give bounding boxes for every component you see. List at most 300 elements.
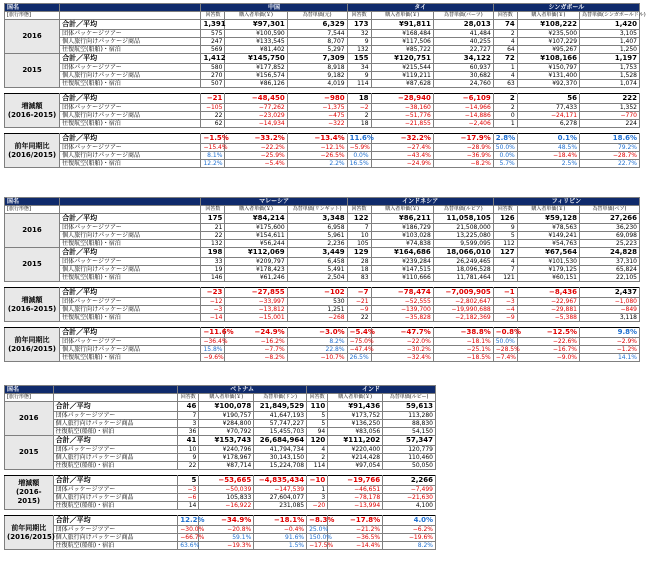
value-cell: ¥108,166 <box>517 54 579 64</box>
row-label: 合計／平均 <box>53 516 178 526</box>
value-cell: 7 <box>493 266 517 274</box>
country-header: 国名 <box>5 198 60 206</box>
value-cell: −1.2% <box>579 346 639 354</box>
table-row <box>5 134 640 144</box>
row-label: 団体パッケージツアー <box>60 30 201 38</box>
value-cell: 2 <box>307 454 328 462</box>
table-row <box>5 298 640 306</box>
table-row <box>5 72 640 80</box>
value-cell: −27.4% <box>371 144 433 152</box>
value-cell: ¥153,743 <box>199 436 254 446</box>
value-cell: 155 <box>347 54 371 64</box>
value-cell: −7.4% <box>493 354 517 362</box>
value-cell: 1,420 <box>580 20 640 30</box>
value-cell: 4 <box>493 258 517 266</box>
value-cell: 59,613 <box>383 402 436 412</box>
value-cell: 8,918 <box>287 64 347 72</box>
country-name: インドネシア <box>347 198 493 206</box>
value-cell: ¥85,722 <box>371 46 433 54</box>
value-cell: −105 <box>201 104 225 112</box>
value-cell: −14,934 <box>225 120 287 128</box>
spending-header: 購入者単価(￥) <box>517 12 579 20</box>
table-row <box>5 476 436 486</box>
visitors-header: 回答数 <box>201 206 225 214</box>
table-row <box>5 38 640 46</box>
value-cell: −24,171 <box>517 112 579 120</box>
value-cell: −53,665 <box>199 476 254 486</box>
value-cell: 231,085 <box>254 502 307 510</box>
value-cell: −9.0% <box>517 354 579 362</box>
value-cell: ¥168,484 <box>371 30 433 38</box>
table-row <box>5 428 436 436</box>
value-cell: −9 <box>493 314 517 322</box>
value-cell: ¥111,202 <box>328 436 383 446</box>
value-cell: ¥120,751 <box>371 54 433 64</box>
value-cell: −10 <box>307 476 328 486</box>
value-cell: 5.7% <box>493 160 517 168</box>
header-row <box>5 198 640 206</box>
section-title: 前年同期比 <box>11 523 47 532</box>
value-cell: 21 <box>201 224 225 232</box>
value-cell: 1 <box>493 120 517 128</box>
value-cell: 22.8% <box>287 346 347 354</box>
value-cell: 72 <box>493 54 517 64</box>
value-cell: 33 <box>201 258 225 266</box>
value-cell: ¥240,796 <box>199 446 254 454</box>
value-cell: 46 <box>178 402 199 412</box>
value-cell: 10 <box>347 232 371 240</box>
row-label: 往復航空(船舶)・宿泊 <box>60 274 201 282</box>
header-row <box>5 4 640 12</box>
value-cell: −12 <box>201 298 225 306</box>
value-cell: −13,812 <box>225 306 287 314</box>
value-cell: −20 <box>307 502 328 510</box>
table-row <box>5 314 640 322</box>
row-label: 団体パッケージツアー <box>60 338 201 346</box>
value-cell: −15.4% <box>201 144 225 152</box>
table-row <box>5 274 640 282</box>
value-cell: −0.4% <box>254 526 307 534</box>
value-cell: 6,329 <box>287 20 347 30</box>
value-cell: ¥214,428 <box>328 454 383 462</box>
value-cell: 132 <box>201 240 225 248</box>
value-cell: 9.8% <box>579 328 639 338</box>
value-cell: 1,197 <box>580 54 640 64</box>
value-cell: ¥175,600 <box>225 224 287 232</box>
row-label: 合計／平均 <box>60 134 201 144</box>
table-row <box>5 266 640 274</box>
value-cell: 79.2% <box>580 144 640 152</box>
value-cell: 1,528 <box>580 72 640 80</box>
table-row <box>5 104 640 112</box>
value-cell: −4,835,434 <box>254 476 307 486</box>
value-cell: ¥78,563 <box>517 224 579 232</box>
value-cell: −21 <box>201 94 225 104</box>
value-cell: 1,412 <box>201 54 225 64</box>
value-cell: −7.7% <box>225 346 287 354</box>
value-cell: 21,849,529 <box>254 402 307 412</box>
value-cell: 9 <box>178 454 199 462</box>
value-cell: 114 <box>347 80 371 88</box>
value-cell: 1,074 <box>580 80 640 88</box>
spending-header: 購入者単価(￥) <box>199 394 254 402</box>
table-row <box>5 328 640 338</box>
currency-header: 為替単価(ルピー) <box>383 394 436 402</box>
value-cell: 132 <box>347 46 371 54</box>
value-cell: −21,855 <box>371 120 433 128</box>
row-label: 合計／平均 <box>60 54 201 64</box>
table-row <box>5 214 640 224</box>
country-name: マレーシア <box>201 198 347 206</box>
value-cell: 114 <box>307 462 328 470</box>
value-cell: 21,508,000 <box>433 224 493 232</box>
table-row <box>5 542 436 550</box>
section-label <box>5 288 60 322</box>
value-cell: ¥92,370 <box>517 80 579 88</box>
value-cell: 3,449 <box>287 248 347 258</box>
currency-header: 為替単価(リンギット) <box>287 206 347 214</box>
table-row <box>5 502 436 510</box>
value-cell: −0.8% <box>493 328 517 338</box>
row-label: 団体パッケージツアー <box>60 224 201 232</box>
value-cell: 11,781,464 <box>433 274 493 282</box>
value-cell: ¥86,126 <box>225 80 287 88</box>
value-cell: −21 <box>347 298 371 306</box>
value-cell: −66.7% <box>178 534 199 542</box>
value-cell: 2.5% <box>517 160 579 168</box>
value-cell: 24,828 <box>579 248 639 258</box>
value-cell: ¥97,054 <box>328 462 383 470</box>
value-cell: 26.5% <box>347 354 371 362</box>
value-cell: 60,937 <box>433 64 493 72</box>
row-label: 個人旅行向けパッケージ商品 <box>60 266 201 274</box>
value-cell: ¥149,241 <box>517 232 579 240</box>
value-cell: ¥133,545 <box>225 38 287 46</box>
value-cell: 18,096,528 <box>433 266 493 274</box>
value-cell: −1 <box>493 288 517 298</box>
value-cell: 15,455,703 <box>254 428 307 436</box>
value-cell: 28 <box>347 258 371 266</box>
section-period: (2016-2015) <box>7 304 57 313</box>
table-row <box>5 486 436 494</box>
visitors-header: 回答数 <box>347 12 371 20</box>
row-label: 合計／平均 <box>60 94 201 104</box>
country-name: シンガポール <box>493 4 639 12</box>
value-cell: 63 <box>493 80 517 88</box>
row-label: 往復航空(船舶)・宿泊 <box>60 120 201 128</box>
value-cell: 15,224,708 <box>254 462 307 470</box>
value-cell: 3 <box>307 494 328 502</box>
value-cell: 4,100 <box>383 502 436 510</box>
table-row <box>5 454 436 462</box>
value-cell: −17.5% <box>307 542 328 550</box>
value-cell: 41,647,193 <box>254 412 307 420</box>
value-cell: 59.1% <box>199 534 254 542</box>
value-cell: 57,747,227 <box>254 420 307 428</box>
country-name: ベトナム <box>178 386 307 394</box>
value-cell: −36.5% <box>328 534 383 542</box>
value-cell: 6,958 <box>287 224 347 232</box>
value-cell: 120 <box>307 436 328 446</box>
table-row <box>5 338 640 346</box>
value-cell: 22 <box>201 112 225 120</box>
value-cell: −6 <box>178 494 199 502</box>
value-cell: −24.9% <box>371 160 433 168</box>
section-period: (2016/2015) <box>8 344 56 353</box>
table-row <box>5 160 640 168</box>
header-blank <box>60 4 201 12</box>
value-cell: 129 <box>347 248 371 258</box>
value-cell: 9,182 <box>287 72 347 80</box>
value-cell: 74 <box>493 20 517 30</box>
value-cell: −1,080 <box>579 298 639 306</box>
row-label: 個人旅行向けパッケージ商品 <box>60 232 201 240</box>
value-cell: 27,604,077 <box>254 494 307 502</box>
value-cell: 175 <box>201 214 225 224</box>
table-row <box>5 248 640 258</box>
value-cell: ¥100,590 <box>225 30 287 38</box>
spending-header: 購入者単価(￥) <box>225 12 287 20</box>
row-label: 団体パッケージツアー <box>53 526 178 534</box>
value-cell: −8.2% <box>225 354 287 362</box>
value-cell: ¥97,301 <box>225 20 287 30</box>
value-cell: ¥112,069 <box>225 248 287 258</box>
section-label <box>5 476 54 510</box>
table-row <box>5 232 640 240</box>
value-cell: −14,966 <box>433 104 493 112</box>
currency-header: 為替単価(ドン) <box>254 394 307 402</box>
table-row <box>5 224 640 232</box>
value-cell: −9.6% <box>201 354 225 362</box>
value-cell: 1,753 <box>580 64 640 72</box>
value-cell: ¥178,423 <box>225 266 287 274</box>
value-cell: −46,651 <box>328 486 383 494</box>
value-cell: 0.1% <box>517 134 579 144</box>
value-cell: −10.7% <box>287 354 347 362</box>
table-block-3 <box>4 385 436 550</box>
value-cell: 56 <box>517 94 579 104</box>
value-cell: −13.4% <box>287 134 347 144</box>
spending-header: 購入者単価(￥) <box>371 12 433 20</box>
currency-header: 為替単価(元) <box>287 12 347 20</box>
value-cell: 18 <box>347 266 371 274</box>
value-cell: −28.5% <box>493 346 517 354</box>
value-cell: −3 <box>493 298 517 306</box>
value-cell: 8.1% <box>201 152 225 160</box>
subheader-row <box>5 12 640 20</box>
table-row <box>5 516 436 526</box>
section-period: (2016/2015) <box>8 150 57 159</box>
value-cell: −770 <box>580 112 640 120</box>
value-cell: ¥136,250 <box>328 420 383 428</box>
row-label: 合計／平均 <box>53 436 178 446</box>
value-cell: 24,760 <box>433 80 493 88</box>
value-cell: ¥91,811 <box>371 20 433 30</box>
value-cell: −22,967 <box>517 298 579 306</box>
table-row <box>5 54 640 64</box>
value-cell: −21.2% <box>328 526 383 534</box>
value-cell: 126 <box>493 214 517 224</box>
row-label: 団体パッケージツアー <box>60 258 201 266</box>
value-cell: ¥84,214 <box>225 214 287 224</box>
value-cell: 26,684,964 <box>254 436 307 446</box>
row-label: 個人旅行向けパッケージ商品 <box>53 494 178 502</box>
section-label <box>5 94 60 128</box>
value-cell: −77,262 <box>225 104 287 112</box>
value-cell: −32.2% <box>371 134 433 144</box>
section-title: 2016 <box>22 32 42 40</box>
value-cell: −24.9% <box>225 328 287 338</box>
section-label <box>5 436 54 470</box>
value-cell: −475 <box>287 112 347 120</box>
visitors-header: 回答数 <box>178 394 199 402</box>
value-cell: 2 <box>493 30 517 38</box>
value-cell: ¥186,729 <box>371 224 433 232</box>
value-cell: 2,504 <box>287 274 347 282</box>
value-cell: 40,255 <box>433 38 493 46</box>
visitors-header: 回答数 <box>201 12 225 20</box>
table-row <box>5 462 436 470</box>
subheader-blank <box>60 206 201 214</box>
value-cell: 18 <box>347 120 371 128</box>
value-cell: 3,118 <box>579 314 639 322</box>
row-label: 往復航空(船舶)・宿泊 <box>53 462 178 470</box>
value-cell: 270 <box>201 72 225 80</box>
value-cell: 63.6% <box>178 542 199 550</box>
value-cell: 30,143,150 <box>254 454 307 462</box>
expense-type-label: [旅行形態] <box>5 394 54 402</box>
country-name: フィリピン <box>493 198 639 206</box>
value-cell: −147,539 <box>254 486 307 494</box>
value-cell: 36 <box>178 428 199 436</box>
row-label: 団体パッケージツアー <box>53 412 178 420</box>
row-label: 個人旅行向けパッケージ商品 <box>60 38 201 46</box>
value-cell: 83 <box>347 274 371 282</box>
value-cell: −5,388 <box>517 314 579 322</box>
value-cell: 9,599,095 <box>433 240 493 248</box>
value-cell: −2,182,369 <box>433 314 493 322</box>
value-cell: −17.8% <box>328 516 383 526</box>
value-cell: ¥119,211 <box>371 72 433 80</box>
value-cell: 2,437 <box>579 288 639 298</box>
value-cell: 7,309 <box>287 54 347 64</box>
value-cell: −33,997 <box>225 298 287 306</box>
value-cell: 5,961 <box>287 232 347 240</box>
value-cell: 1,251 <box>287 306 347 314</box>
value-cell: 18 <box>347 94 371 104</box>
value-cell: 64 <box>493 46 517 54</box>
table-row <box>5 420 436 428</box>
section-title: 2015 <box>19 448 39 456</box>
value-cell: −33.2% <box>225 134 287 144</box>
value-cell: ¥91,436 <box>328 402 383 412</box>
value-cell: −19.3% <box>199 542 254 550</box>
table-row <box>5 446 436 454</box>
value-cell: 6,278 <box>517 120 579 128</box>
header-blank <box>53 386 178 394</box>
value-cell: 26,249,465 <box>433 258 493 266</box>
value-cell: −13,994 <box>328 502 383 510</box>
value-cell: −4 <box>493 306 517 314</box>
value-cell: −5.4% <box>347 328 371 338</box>
value-cell: 4 <box>493 38 517 46</box>
table-row <box>5 240 640 248</box>
value-cell: −8,436 <box>517 288 579 298</box>
table-row <box>5 288 640 298</box>
value-cell: ¥59,128 <box>517 214 579 224</box>
row-label: 個人旅行向けパッケージ商品 <box>53 454 178 462</box>
value-cell: −48,450 <box>225 94 287 104</box>
value-cell: 569 <box>201 46 225 54</box>
value-cell: 105 <box>347 240 371 248</box>
value-cell: −11.6% <box>201 328 225 338</box>
value-cell: −3 <box>178 486 199 494</box>
value-cell: 5 <box>493 232 517 240</box>
value-cell: −3 <box>201 306 225 314</box>
value-cell: ¥108,222 <box>517 20 579 30</box>
value-cell: −50,039 <box>199 486 254 494</box>
value-cell: −268 <box>287 314 347 322</box>
value-cell: −3.0% <box>287 328 347 338</box>
value-cell: −28.9% <box>433 144 493 152</box>
value-cell: ¥150,797 <box>517 64 579 72</box>
value-cell: 5 <box>307 412 328 420</box>
value-cell: 2.8% <box>493 134 517 144</box>
value-cell: ¥215,544 <box>371 64 433 72</box>
value-cell: ¥70,792 <box>199 428 254 436</box>
value-cell: 2 <box>493 94 517 104</box>
row-label: 団体パッケージツアー <box>60 298 201 306</box>
value-cell: 77,433 <box>517 104 579 112</box>
value-cell: −28.7% <box>580 152 640 160</box>
value-cell: −18.1% <box>433 338 493 346</box>
table-row <box>5 526 436 534</box>
value-cell: 2.2% <box>287 160 347 168</box>
row-label: 個人旅行向けパッケージ商品 <box>60 346 201 354</box>
section-title: 2016 <box>22 226 42 234</box>
value-cell: 247 <box>201 38 225 46</box>
spending-header: 購入者単価(￥) <box>371 206 433 214</box>
value-cell: 1 <box>493 64 517 72</box>
value-cell: 580 <box>201 64 225 72</box>
table-row <box>5 436 436 446</box>
value-cell: 112 <box>493 240 517 248</box>
subheader-blank <box>60 12 201 20</box>
value-cell: −1,375 <box>287 104 347 112</box>
value-cell: 9 <box>347 72 371 80</box>
value-cell: ¥131,400 <box>517 72 579 80</box>
row-label: 個人旅行向けパッケージ商品 <box>60 112 201 120</box>
value-cell: 57,347 <box>383 436 436 446</box>
row-label: 団体パッケージツアー <box>53 446 178 454</box>
value-cell: 37,310 <box>579 258 639 266</box>
value-cell: ¥239,284 <box>371 258 433 266</box>
value-cell: −1.5% <box>201 134 225 144</box>
value-cell: ¥164,686 <box>371 248 433 258</box>
value-cell: 22,105 <box>579 274 639 282</box>
section-title: 増減額 <box>21 295 43 304</box>
value-cell: 5 <box>178 476 199 486</box>
value-cell: 1.5% <box>254 542 307 550</box>
table-row <box>5 64 640 72</box>
value-cell: 9 <box>493 224 517 232</box>
value-cell: −5.9% <box>347 144 371 152</box>
section-title: 前年同期比 <box>14 141 50 150</box>
value-cell: 14 <box>178 502 199 510</box>
value-cell: 120,779 <box>383 446 436 454</box>
spending-header: 購入者単価(￥) <box>328 394 383 402</box>
value-cell: −17.9% <box>433 134 493 144</box>
